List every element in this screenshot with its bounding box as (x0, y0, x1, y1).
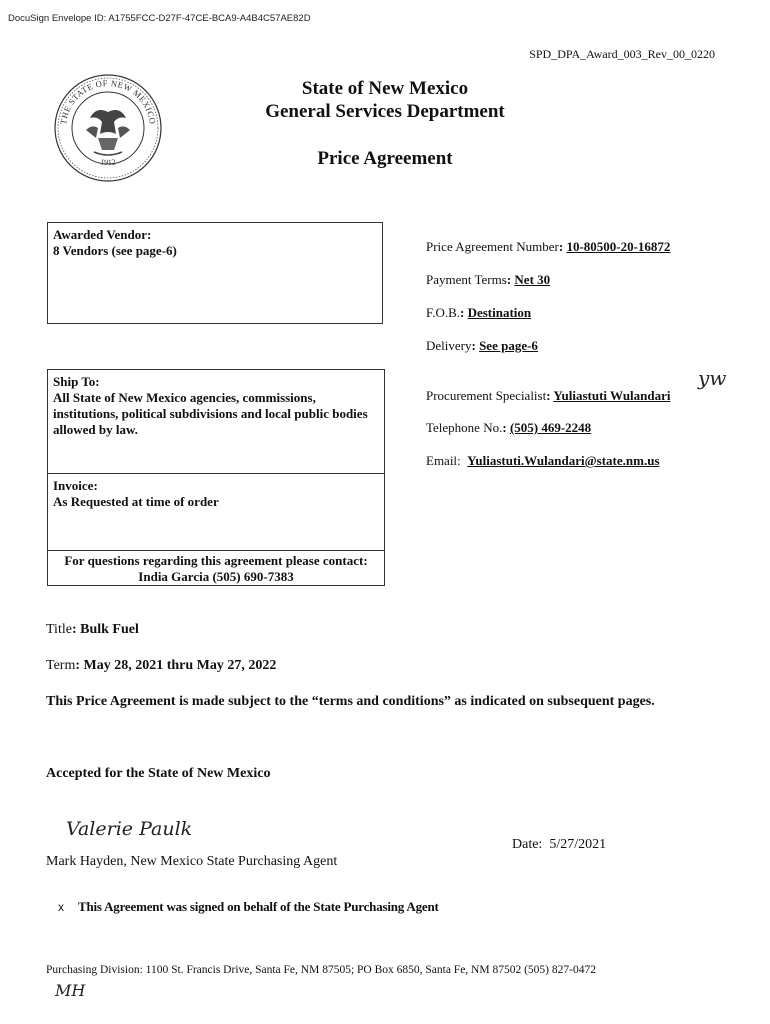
contact-line1: For questions regarding this agreement please contact: (64, 553, 368, 568)
date-value: 5/27/2021 (549, 837, 607, 852)
invoice-box (47, 473, 385, 551)
footer-address: Purchasing Division: 1100 St. Francis Drive, Santa Fe, NM 87505; PO Box 6850, Santa Fe, NM 87502 (505) 827-0472 (46, 964, 596, 976)
term-value: May 28, 2021 thru May 27, 2022 (83, 658, 277, 673)
header-state: State of New Mexico (301, 78, 469, 99)
behalf-note: This Agreement was signed on behalf of the State Purchasing Agent (78, 899, 439, 914)
accepted-heading: Accepted for the State of New Mexico (46, 766, 271, 781)
invoice-value: As Requested at time of order (53, 494, 219, 509)
title-label: Title (46, 622, 72, 637)
field-label: F.O.B. (426, 305, 460, 320)
contact-box (47, 550, 385, 586)
term-label: Term (46, 658, 76, 673)
field-fob: F.O.B.: Destination (426, 305, 532, 320)
document-code: SPD_DPA_Award_003_Rev_00_0220 (529, 47, 715, 61)
header-department: General Services Department (265, 101, 505, 122)
field-email (426, 453, 660, 469)
field-label: Delivery (426, 338, 472, 353)
field-price-agreement-number: Price Agreement Number: 10-80500-20-16872 (426, 239, 671, 254)
field-value: 10-80500-20-16872 (566, 239, 671, 254)
date-line (512, 837, 606, 853)
term-line: Term: May 28, 2021 thru May 27, 2022 (46, 658, 277, 673)
footer-initials: MH (55, 981, 86, 1000)
contact-line2: India Garcia (505) 690-7383 (138, 569, 294, 584)
date-label: Date: (512, 837, 543, 852)
vendor-value: 8 Vendors (see page-6) (53, 243, 177, 258)
vendor-label: Awarded Vendor: (53, 227, 152, 242)
terms-note: This Price Agreement is made subject to the “terms and conditions” as indicated on subsequent pages. (46, 694, 655, 709)
vendor-box (47, 222, 383, 324)
field-label: Email: (426, 453, 461, 468)
field-label: Telephone No. (426, 420, 503, 435)
field-label: Payment Terms (426, 272, 507, 287)
field-value: Net 30 (514, 272, 551, 287)
field-payment-terms: Payment Terms: Net 30 (426, 272, 551, 287)
ship-to-box (47, 369, 385, 474)
field-label: Price Agreement Number (426, 239, 559, 254)
page-title: Price Agreement (317, 148, 453, 169)
field-label: Procurement Specialist (426, 388, 547, 403)
signature: Valerie Paulk (66, 818, 193, 840)
field-procurement-specialist: Procurement Specialist: Yuliastuti Wulandari (426, 388, 671, 403)
title-line: Title: Bulk Fuel (46, 622, 139, 637)
seal-text-bottom: 1912 (99, 157, 117, 168)
field-telephone: Telephone No.: (505) 469-2248 (426, 420, 592, 435)
specialist-initials: yw (698, 366, 727, 390)
envelope-id: DocuSign Envelope ID: A1755FCC-D27F-47CE-BCA9-A4B4C57AE82D (8, 13, 311, 24)
field-value: Destination (467, 305, 532, 320)
seal-text-top: THE STATE OF NEW MEXICO (58, 77, 158, 125)
field-value: See page-6 (479, 338, 538, 353)
field-value: (505) 469-2248 (509, 420, 592, 435)
title-value: Bulk Fuel (80, 622, 139, 637)
signer-name: Mark Hayden, New Mexico State Purchasing Agent (46, 854, 338, 869)
field-delivery: Delivery: See page-6 (426, 338, 538, 353)
ship-to-value: All State of New Mexico agencies, commissions, institutions, political subdivisions and local public bodies allowed by law. (53, 390, 368, 437)
field-value: Yuliastuti.Wulandari@state.nm.us (467, 453, 660, 468)
invoice-label: Invoice: (53, 478, 98, 493)
behalf-mark: x (58, 900, 64, 914)
ship-to-label: Ship To: (53, 374, 100, 389)
field-value: Yuliastuti Wulandari (553, 388, 671, 403)
